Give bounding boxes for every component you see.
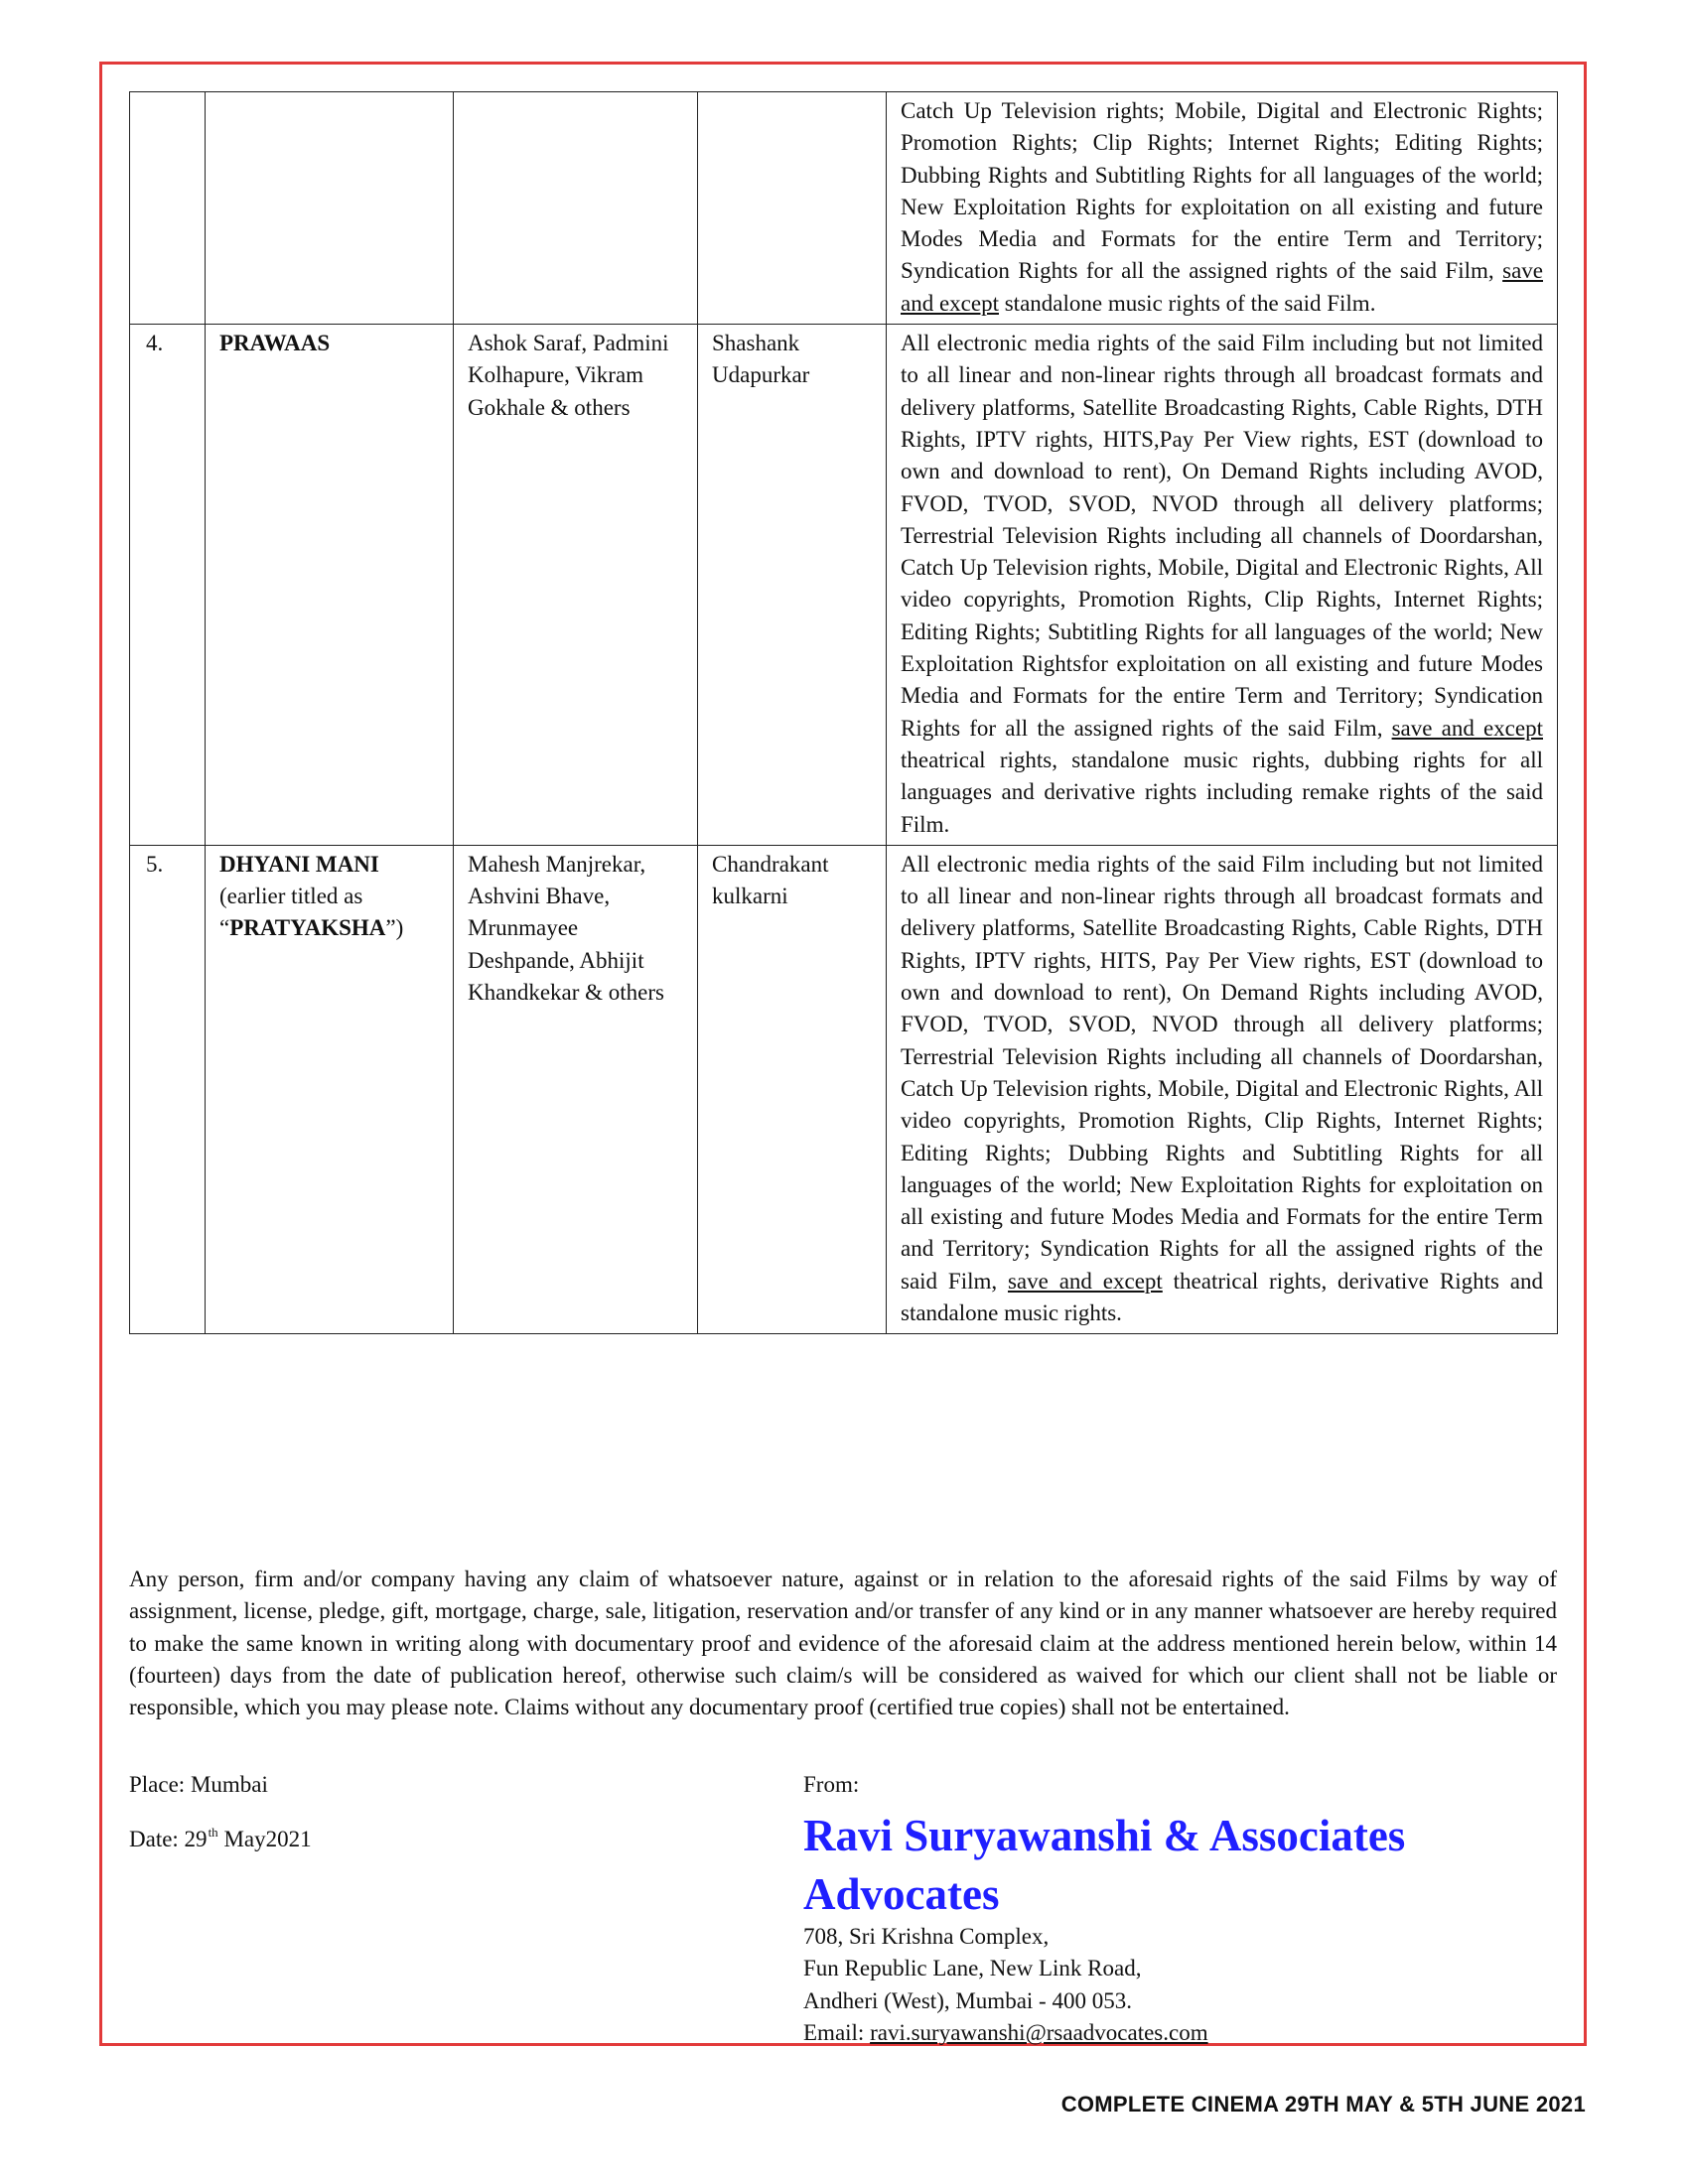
title-cell: PRAWAAS <box>206 325 454 846</box>
firm-address: 708, Sri Krishna Complex, Fun Republic Lane, New Link Road, Andheri (West), Mumbai - 400 053. Email: ravi.suryawanshi@rsaadvocates.com <box>803 1924 1208 2045</box>
title-note: (earlier titled as <box>219 884 363 909</box>
sn-cell <box>130 92 206 325</box>
cast-cell: Mahesh Manjrekar, Ashvini Bhave, Mrunmayee Deshpande, Abhijit Khandkekar & others <box>454 845 698 1333</box>
title-cell <box>206 92 454 325</box>
title-cell: DHYANI MANI (earlier titled as “PRATYAKSHA”) <box>206 845 454 1333</box>
table-row <box>130 92 1558 325</box>
date: Date: 29th May2021 <box>129 1825 312 1851</box>
from-label: From: <box>803 1772 860 1797</box>
rights-cell: All electronic media rights of the said Film including but not limited to all linear and non-linear rights through all broadcast formats and delivery platforms, Satellite Broadcasting Rights, Cable Rights, DTH Rights, IPTV rights, HITS,Pay Per View rights, EST (download to own and download to rent), On Demand Rights including AVOD, FVOD, TVOD, SVOD, NVOD through all delivery platforms; Terrestrial Television Rights including all channels of Doordarshan, Catch Up Television rights, Mobile, Digital and Electronic Rights, All video copyrights, Promotion Rights, Clip Rights, Internet Rights; Editing Rights; Subtitling Rights for all languages of the world; New Exploitation Rightsfor exploitation on all existing and future Modes Media and Formats for the entire Term and Territory; Syndication Rights for all the assigned rights of the said Film, save and except theatrical rights, standalone music rights, dubbing rights for all languages and derivative rights including remake rights of the said Film. <box>887 325 1558 846</box>
director-cell: Shashank Udapurkar <box>698 325 887 846</box>
cast-cell <box>454 92 698 325</box>
rights-cell: Catch Up Television rights; Mobile, Digital and Electronic Rights; Promotion Rights; Clip Rights; Internet Rights; Editing Rights; Dubbing Rights and Subtitling Rights for all languages of the world; New Exploitation Rights for exploitation on all existing and future Modes Media and Formats for the entire Term and Territory; Syndication Rights for all the assigned rights of the said Film, save and except standalone music rights of the said Film. <box>887 92 1558 325</box>
table-row <box>130 845 1558 1333</box>
rights-cell: All electronic media rights of the said Film including but not limited to all linear and non-linear rights through all broadcast formats and delivery platforms, Satellite Broadcasting Rights, Cable Rights, DTH Rights, IPTV rights, HITS, Pay Per View rights, EST (download to own and download to rent), On Demand Rights including AVOD, FVOD, TVOD, SVOD, NVOD through all delivery platforms; Terrestrial Television Rights including all channels of Doordarshan, Catch Up Television rights, Mobile, Digital and Electronic Rights, All video copyrights, Promotion Rights, Clip Rights, Internet Rights; Editing Rights; Dubbing Rights and Subtitling Rights for all languages of the world; New Exploitation Rights for exploitation on all existing and future Modes Media and Formats for the entire Term and Territory; Syndication Rights for all the assigned rights of the said Film, save and except theatrical rights, derivative Rights and standalone music rights. <box>887 845 1558 1333</box>
earlier-title: PRATYAKSHA <box>229 915 386 941</box>
table-row <box>130 325 1558 846</box>
rights-table <box>129 91 1558 1334</box>
sn-cell: 5. <box>130 845 206 1333</box>
place: Place: Mumbai <box>129 1772 268 1797</box>
claim-notice: Any person, firm and/or company having any claim of whatsoever nature, against or in relation to the aforesaid rights of the said Films by way of assignment, license, pledge, gift, mortgage, charge, sale, litigation, reservation and/or transfer of any kind or in any manner whatsoever are hereby required to make the same known in writing along with documentary proof and evidence of the aforesaid claim at the address mentioned herein below, within 14 (fourteen) days from the date of publication hereof, otherwise such claim/s will be considered as waived for which our client shall not be liable or responsible, which you may please note. Claims without any documentary proof (certified true copies) shall not be entertained. <box>129 1567 1557 1720</box>
publication-footer: COMPLETE CINEMA 29TH MAY & 5TH JUNE 2021 <box>1060 2092 1586 2116</box>
email-link[interactable]: ravi.suryawanshi@rsaadvocates.com <box>870 2019 1208 2045</box>
director-cell: Chandrakant kulkarni <box>698 845 887 1333</box>
sn-cell: 4. <box>130 325 206 846</box>
cast-cell: Ashok Saraf, Padmini Kolhapure, Vikram Gokhale & others <box>454 325 698 846</box>
firm-name: Ravi Suryawanshi & Associates Advocates <box>803 1811 1406 1919</box>
director-cell <box>698 92 887 325</box>
film-title: DHYANI MANI <box>219 851 379 877</box>
